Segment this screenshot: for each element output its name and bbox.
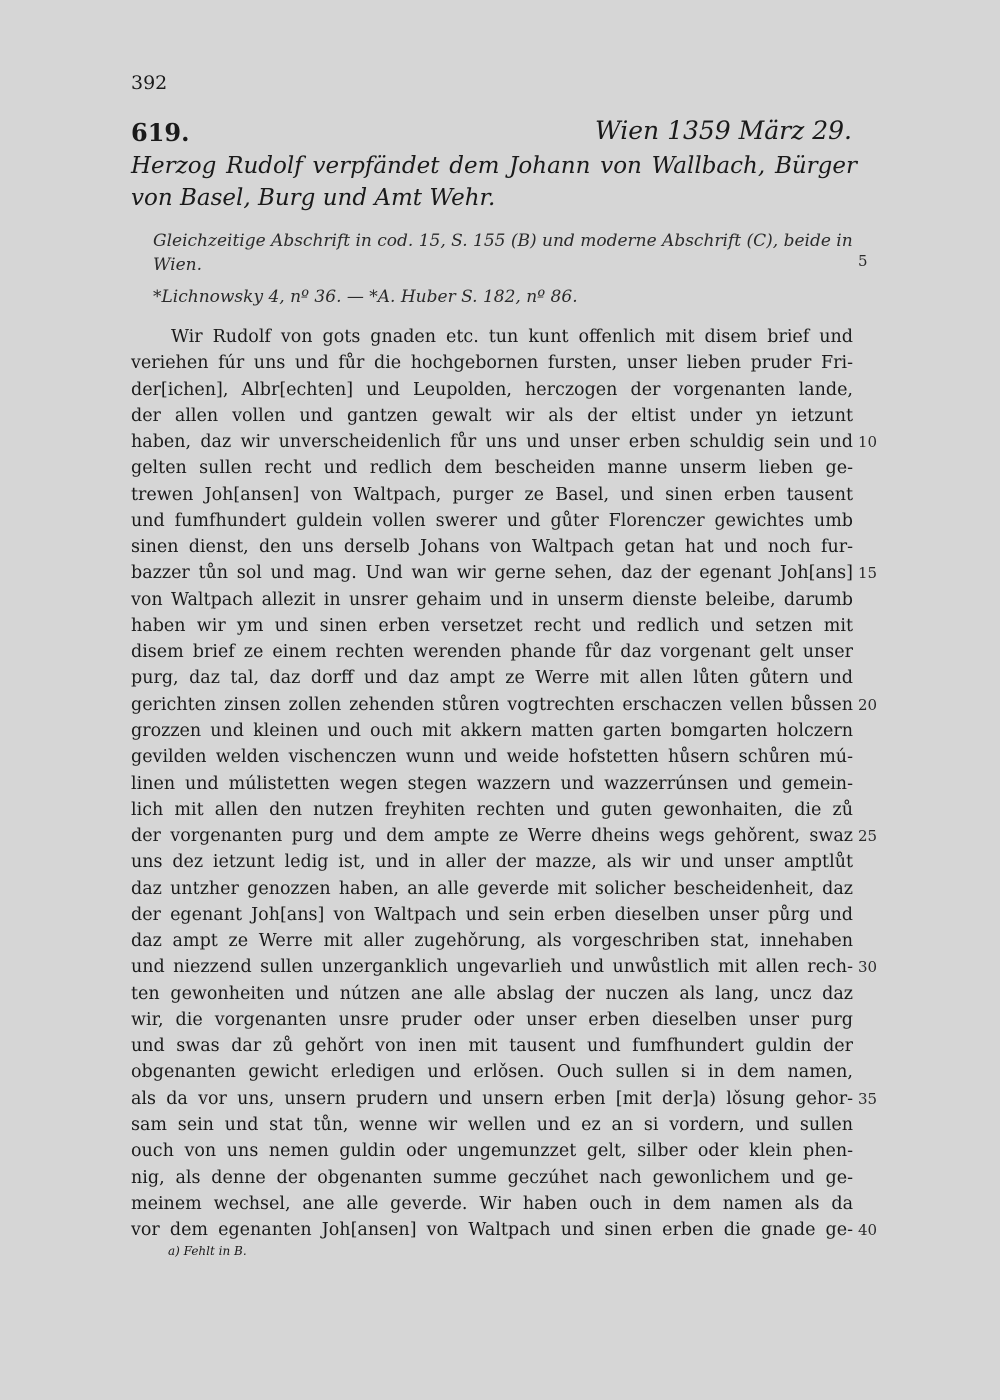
body-line: gerichten zinsen zollen zehenden stůren vogtrechten erschaczen vellen bůssen <box>131 694 853 715</box>
body-line: Wir Rudolf von gots gnaden etc. tun kunt offenlich mit disem brief und <box>171 327 853 347</box>
body-line: meinem wechsel, ane alle geverde. Wir haben ouch in dem namen als da <box>131 1193 853 1214</box>
body-line: linen und múlistetten wegen stegen wazzern und wazzerrúnsen und gemein- <box>131 773 853 794</box>
footnote: a) Fehlt in B. <box>168 1244 247 1258</box>
body-line: lich mit allen den nutzen freyhiten rechten und guten gewonhaiten, die zů <box>131 799 853 820</box>
margin-line-number: 30 <box>858 958 878 977</box>
body-line: haben, daz wir unverscheidenlich fůr uns und unser erben schuldig sein und <box>131 432 853 453</box>
document-number: 619. <box>131 118 190 147</box>
body-line: der allen vollen und gantzen gewalt wir als der eltist under yn ietzunt <box>131 405 853 426</box>
margin-line-number: 25 <box>858 827 878 846</box>
body-line: veriehen fúr uns und fůr die hochgebornen fursten, unser lieben pruder Fri- <box>131 353 853 374</box>
body-line: und fumfhundert guldein vollen swerer und gůter Florenczer gewichtes umb <box>131 510 853 531</box>
body-line: obgenanten gewicht erledigen und erlǒsen. Ouch sullen si in dem namen, <box>131 1062 853 1083</box>
body-line: nig, als denne der obgenanten summe geczúhet nach gewonlichem und ge- <box>131 1167 853 1188</box>
body-line: daz ampt ze Werre mit aller zugehǒrung, als vorgeschriben stat, innehaben <box>131 931 853 952</box>
body-line: haben wir ym und sinen erben versetzet recht und redlich und setzen mit <box>131 615 853 636</box>
margin-line-number: 5 <box>858 252 868 270</box>
margin-line-number: 35 <box>858 1089 878 1108</box>
body-line: der vorgenanten purg und dem ampte ze Werre dheins wegs gehǒrent, swaz <box>131 826 853 847</box>
margin-line-number: 20 <box>858 695 878 714</box>
body-line: gelten sullen recht und redlich dem bescheiden manne unserm lieben ge- <box>131 458 853 479</box>
body-line: wir, die vorgenanten unsre pruder oder unser erben dieselben unser purg <box>131 1009 853 1030</box>
document-title: Herzog Rudolf verpfändet dem Johann von Wallbach, Bürger von Basel, Burg und Amt Wehr. <box>131 153 857 211</box>
body-line: gevilden welden vischenczen wunn und weide hofstetten hůsern schůren mú- <box>131 747 853 768</box>
body-line: der[ichen], Albr[echten] und Leupolden, herczogen der vorgenanten lande, <box>131 379 853 400</box>
body-line: und swas dar zů gehǒrt von inen mit tausent und fumfhundert guldin der <box>131 1036 853 1057</box>
body-line: sinen dienst, den uns derselb Johans von Waltpach getan hat und noch fur- <box>131 537 853 558</box>
body-line: ten gewonheiten und nútzen ane alle abslag der nuczen als lang, uncz daz <box>131 983 853 1004</box>
body-line: grozzen und kleinen und ouch mit akkern matten garten bomgarten holczern <box>131 720 853 741</box>
body-line: vor dem egenanten Joh[ansen] von Waltpach und sinen erben die gnade ge- <box>131 1220 853 1241</box>
source-note: Gleichzeitige Abschrift in cod. 15, S. 155 (B) und moderne Abschrift (C), beide in Wien. <box>153 231 853 275</box>
margin-line-number: 15 <box>858 564 878 583</box>
body-line: disem brief ze einem rechten werenden phande fůr daz vorgenant gelt unser <box>131 642 853 663</box>
body-line: als da vor uns, unsern prudern und unsern erben [mit der]a) lǒsung gehor- <box>131 1088 853 1109</box>
body-line: purg, daz tal, daz dorff und daz ampt ze Werre mit allen lůten gůtern und <box>131 668 853 689</box>
body-line: ouch von uns nemen guldin oder ungemunzzet gelt, silber oder klein phen- <box>131 1141 853 1162</box>
body-line: der egenant Joh[ans] von Waltpach und sein erben dieselben unser půrg und <box>131 904 853 925</box>
margin-line-number: 40 <box>858 1221 878 1240</box>
document-date: Wien 1359 März 29. <box>595 116 852 145</box>
body-line: sam sein und stat tůn, wenne wir wellen und ez an si vordern, und sullen <box>131 1114 853 1135</box>
document-body <box>131 324 853 1243</box>
literature-note: *Lichnowsky 4, nº 36. — *A. Huber S. 182, nº 86. <box>153 287 578 307</box>
body-line: trewen Joh[ansen] von Waltpach, purger ze Basel, und sinen erben tausent <box>131 484 853 505</box>
body-line: und niezzend sullen unzerganklich ungevarlieh und unwůstlich mit allen rech- <box>131 957 853 978</box>
body-line: daz untzher genozzen haben, an alle geverde mit solicher bescheidenheit, daz <box>131 878 853 899</box>
page-number: 392 <box>131 72 168 94</box>
body-line: uns dez ietzunt ledig ist, und in aller der mazze, als wir und unser amptlůt <box>131 852 853 873</box>
margin-line-number: 10 <box>858 433 878 452</box>
body-line: bazzer tůn sol und mag. Und wan wir gerne sehen, daz der egenant Joh[ans] <box>131 563 853 584</box>
body-line: von Waltpach allezit in unsrer gehaim und in unserm dienste beleibe, darumb <box>131 589 853 610</box>
